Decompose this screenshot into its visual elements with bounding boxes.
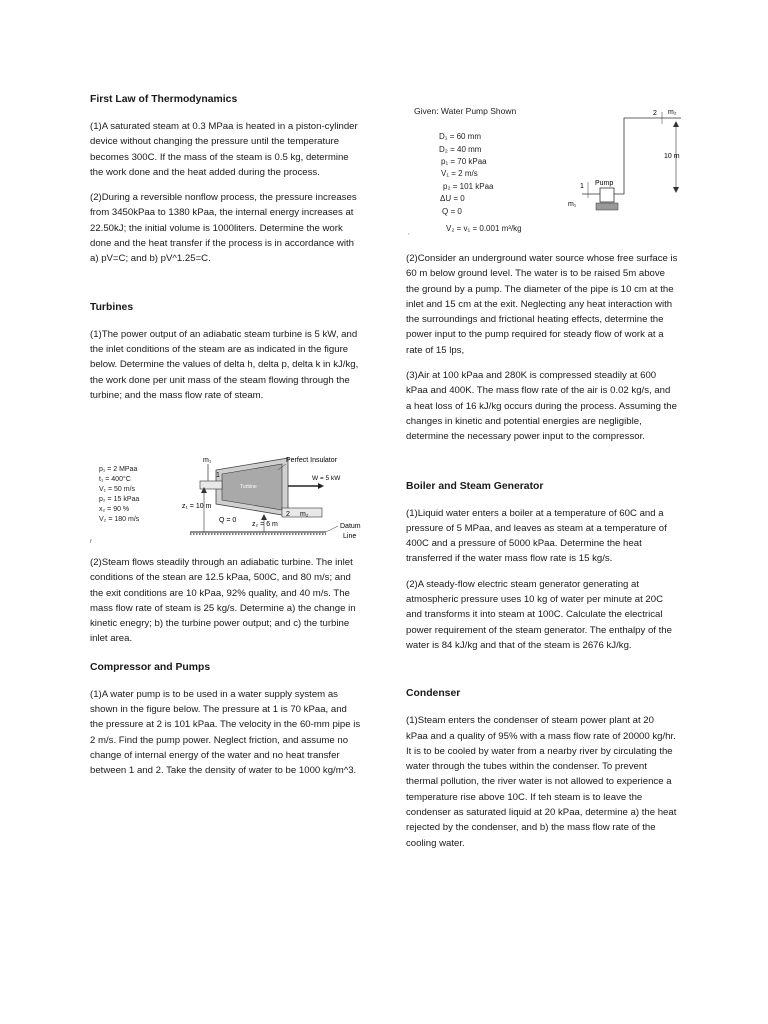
- given-p1: p₁ = 70 kPaa: [441, 157, 487, 166]
- z2-label: z₂ = 6 m: [252, 521, 278, 528]
- given-d2: D₂ = 40 mm: [439, 145, 482, 154]
- heading-turbines: Turbines: [90, 301, 134, 313]
- pump-label: Pump: [595, 180, 614, 187]
- given-p2: p₂ = 15 kPaa: [99, 496, 140, 503]
- z1-label: z₁ = 10 m: [182, 503, 212, 510]
- boiler-problem-2: (2)A steady-flow electric steam generator generating at atmospheric pressure uses 10 kg of water per minute at 20C and transforms it into steam at 100C. Calculate the electrical power requirement of the steam generator. The enthalpy of the water is 84 kJ/kg and that of the steam is 2676 kJ/kg.: [406, 578, 672, 651]
- pump-figure: [406, 100, 696, 240]
- work-arrow: [318, 483, 324, 489]
- left-column: [90, 92, 362, 403]
- left-column-lower: [90, 555, 362, 779]
- pump-base: [596, 203, 618, 210]
- heading-boiler: Boiler and Steam Generator: [406, 480, 544, 492]
- point-2-label: 2: [286, 511, 290, 518]
- compressor-problem-1: (1)A water pump is to be used in a water supply system as shown in the figure below. The pressure at 1 is 70 kPaa, and the pressure at 2 is 101 kPaa. The velocity in the 60-mm pipe is 2 m/s. Find the pump power. Neglect friction, and assume no change of internal energy of the water and no heat transfer between 1 and 2. Take the density of water to be 1000 kg/m^3.: [90, 688, 361, 777]
- datum-line-label: Line: [343, 533, 357, 540]
- q-label: Q = 0: [219, 517, 237, 524]
- given-v2: V₂ = v₁ = 0.001 m³/kg: [446, 224, 522, 233]
- figure-stray-mark: ,: [408, 230, 410, 236]
- given-v2: V₂ = 180 m/s: [99, 516, 140, 523]
- z2-arrow: [261, 514, 267, 520]
- datum-label: Datum: [340, 523, 361, 530]
- point-2-label: 2: [653, 110, 657, 117]
- inlet-pipe: [200, 481, 222, 489]
- height-arrow-top: [673, 121, 679, 127]
- turbines-problem-1: (1)The power output of an adiabatic steam turbine is 5 kW, and the inlet conditions of the steam are as indicated in the figure below. Determine the values of delta h, delta p, delta k in kJ/kg, the work done per unit mass of the steam flowing through the turbine; and the mass flow rate of steam.: [90, 328, 359, 401]
- given-p1: p₁ = 2 MPaa: [99, 466, 138, 473]
- given-p2: p₂ = 101 kPaa: [443, 182, 494, 191]
- turbine-figure: [90, 450, 362, 548]
- given-v1: V₁ = 50 m/s: [99, 486, 136, 493]
- height-arrow-bottom: [673, 187, 679, 193]
- point-1-label: 1: [580, 183, 584, 190]
- point-1-label: 1: [216, 472, 220, 479]
- turbine-label: Turbine: [240, 484, 257, 490]
- datum-leader: [326, 526, 338, 532]
- figure-stray-mark: r: [90, 539, 92, 545]
- work-label: W = 5 kW: [312, 475, 341, 482]
- condenser-problem-1: (1)Steam enters the condenser of steam power plant at 20 kPaa and a quality of 95% with a mass flow rate of 20000 kg/hr. It is to be cooled by water from a nearby river by circulating the water through the tubes within the condenser. To prevent thermal pollution, the river water is not allowed to experience a temperature rise above 10C. If teh steam is to leave the condenser as saturated liquid at 20 kPaa, determine a) the heat rejected by the condenser, and b) the mass flow rate of the cooling water.: [406, 715, 677, 849]
- pump-body: [600, 188, 614, 202]
- m1-label: m₁: [568, 201, 577, 208]
- heading-compressor-pumps: Compressor and Pumps: [90, 661, 211, 673]
- height-label: 10 m: [664, 153, 680, 160]
- compressor-problem-2: (2)Consider an underground water source whose free surface is 60 m below ground level. The water is to be raised 5m above the ground by a pump. The diameter of the pipe is 10 cm at the inlet and 15 cm at the exit. Neglecting any heat interaction with the surroundings and frictional heating effects, determine the power input to the pump required for steady flow of work at a rate of 15 lps,: [406, 253, 678, 356]
- given-q: Q = 0: [442, 207, 462, 216]
- first-law-problem-2: (2)During a reversible nonflow process, the pressure increases from 3450kPaa to 1380 kPaa, the internal energy increases at 22.50kJ; the initial volume is 1000liters. Determine the work done and the heat transfer if the process is in accordance with a) pV=C; and b) pV^1.25=C.: [90, 192, 357, 265]
- boiler-problem-1: (1)Liquid water enters a boiler at a temperature of 60C and a pressure of 5 MPaa, and leaves as steam at a temperature of 400C and a pressure of 5000 kPaa. Determine the heat transferred if the water mass flow rate is 15 kg/s.: [406, 507, 667, 565]
- given-title: Given: Water Pump Shown: [414, 106, 517, 116]
- given-d1: D₁ = 60 mm: [439, 132, 482, 141]
- compressor-problem-3: (3)Air at 100 kPaa and 280K is compressed steadily at 600 kPaa and 400K. The mass flow rate of the air is 0.02 kg/s, and a heat loss of 16 kJ/kg occurs during the process. Assuming the changes in kinetic and potential energies are negligible, determine the necessary power input to the compressor.: [406, 370, 677, 443]
- m2-label: m₂: [300, 511, 309, 518]
- given-delta-u: ΔU = 0: [440, 194, 465, 203]
- given-x2: x₂ = 90 %: [99, 506, 130, 513]
- perfect-insulator-label: Perfect Insulator: [286, 457, 337, 464]
- turbines-problem-2: (2)Steam flows steadily through an adiabatic turbine. The inlet conditions of the stean are 12.5 kPaa, 500C, and 80 m/s; and the exit conditions are 10 kPaa, 92% quality, and 40 m/s. The mass flow rate of steam is 25 kg/s. Determine a) the change in kinetic enegry; b) the turbine power output; and c) the turbine inlet area.: [90, 557, 356, 645]
- right-column: [406, 251, 678, 851]
- first-law-problem-1: (1)A saturated steam at 0.3 MPaa is heated in a piston-cylinder device without changing the pressure until the temperature becomes 300C. If the mass of the steam is 0.5 kg, determine the work done and the heat added during the process.: [90, 121, 358, 178]
- heading-condenser: Condenser: [406, 688, 461, 700]
- given-t1: t₁ = 400°C: [99, 476, 131, 483]
- m1-label: m₁: [203, 457, 212, 464]
- given-v1: V₁ = 2 m/s: [441, 169, 478, 178]
- heading-first-law: First Law of Thermodynamics: [90, 94, 238, 105]
- m2-label: m₂: [668, 109, 677, 116]
